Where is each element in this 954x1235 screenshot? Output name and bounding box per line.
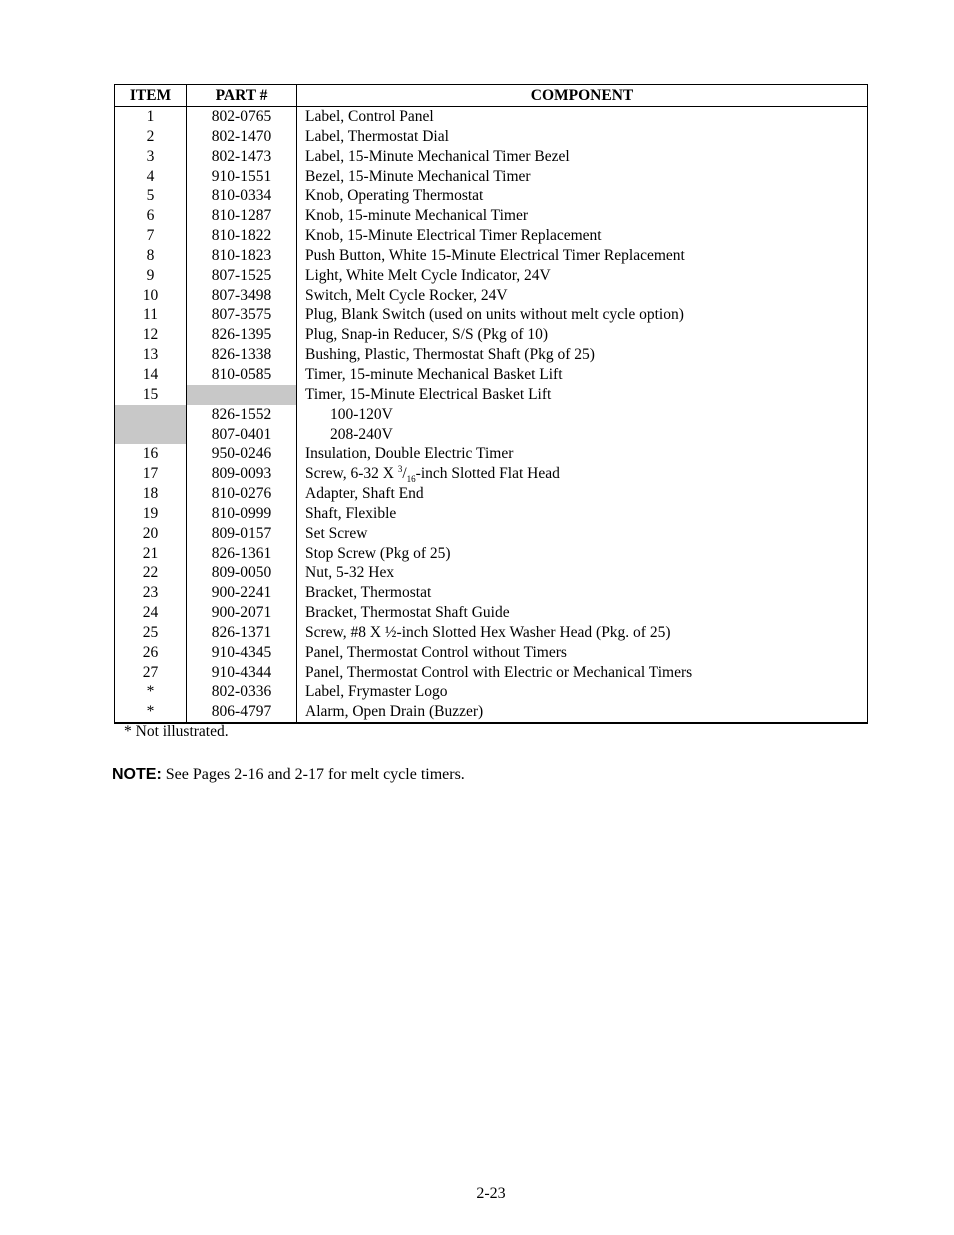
component-text-part: 16 xyxy=(406,474,416,485)
table-row xyxy=(115,682,868,702)
table-row xyxy=(115,544,868,564)
part-number-cell: 910-4345 xyxy=(187,643,297,663)
item-cell xyxy=(115,405,187,425)
table-row xyxy=(115,563,868,583)
table-row xyxy=(115,206,868,226)
note-label: NOTE: xyxy=(112,766,162,783)
component-cell: Knob, 15-minute Mechanical Timer xyxy=(297,206,868,226)
item-cell: 25 xyxy=(115,623,187,643)
part-number-cell: 809-0050 xyxy=(187,563,297,583)
item-cell: 1 xyxy=(115,107,187,127)
item-cell: 14 xyxy=(115,365,187,385)
item-cell: 5 xyxy=(115,186,187,206)
item-cell: 9 xyxy=(115,266,187,286)
table-row xyxy=(115,623,868,643)
part-number-cell: 910-1551 xyxy=(187,167,297,187)
part-number-cell: 950-0246 xyxy=(187,444,297,464)
part-number-cell: 826-1552 xyxy=(187,405,297,425)
table-row xyxy=(115,345,868,365)
table-row xyxy=(115,464,868,484)
component-cell: Stop Screw (Pkg of 25) xyxy=(297,544,868,564)
component-cell xyxy=(297,464,868,484)
component-cell: Set Screw xyxy=(297,524,868,544)
part-number-cell: 809-0157 xyxy=(187,524,297,544)
table-row xyxy=(115,365,868,385)
note xyxy=(112,766,465,784)
component-cell: Screw, #8 X ½-inch Slotted Hex Washer Head (Pkg. of 25) xyxy=(297,623,868,643)
item-cell: 23 xyxy=(115,583,187,603)
part-number-cell: 810-1823 xyxy=(187,246,297,266)
item-cell: 6 xyxy=(115,206,187,226)
part-number-cell: 900-2241 xyxy=(187,583,297,603)
table-row xyxy=(115,246,868,266)
item-cell: 4 xyxy=(115,167,187,187)
item-cell: 24 xyxy=(115,603,187,623)
item-cell: 3 xyxy=(115,147,187,167)
item-cell: * xyxy=(115,682,187,702)
header-part-number: PART # xyxy=(187,85,297,107)
component-cell: 208-240V xyxy=(297,425,868,445)
part-number-cell: 810-0334 xyxy=(187,186,297,206)
part-number-cell: 810-0999 xyxy=(187,504,297,524)
part-number-cell: 802-1470 xyxy=(187,127,297,147)
component-text-part: Screw, 6-32 X xyxy=(305,465,398,483)
item-cell: 2 xyxy=(115,127,187,147)
component-cell: Knob, Operating Thermostat xyxy=(297,186,868,206)
component-cell: Plug, Snap-in Reducer, S/S (Pkg of 10) xyxy=(297,325,868,345)
component-cell: Bezel, 15-Minute Mechanical Timer xyxy=(297,167,868,187)
header-item: ITEM xyxy=(115,85,187,107)
footnote: * Not illustrated. xyxy=(124,723,229,740)
component-cell: Label, Frymaster Logo xyxy=(297,682,868,702)
part-number-cell xyxy=(187,385,297,405)
part-number-cell: 900-2071 xyxy=(187,603,297,623)
part-number-cell: 802-1473 xyxy=(187,147,297,167)
table-row xyxy=(115,266,868,286)
component-cell: Panel, Thermostat Control without Timers xyxy=(297,643,868,663)
table-row xyxy=(115,702,868,723)
component-text-part: / xyxy=(402,465,407,483)
part-number-cell: 806-4797 xyxy=(187,702,297,723)
table-row xyxy=(115,603,868,623)
component-cell: Panel, Thermostat Control with Electric or Mechanical Timers xyxy=(297,663,868,683)
component-cell: Timer, 15-minute Mechanical Basket Lift xyxy=(297,365,868,385)
item-cell: 21 xyxy=(115,544,187,564)
item-cell: 13 xyxy=(115,345,187,365)
component-cell: Knob, 15-Minute Electrical Timer Replacement xyxy=(297,226,868,246)
table-row xyxy=(115,583,868,603)
header-component: COMPONENT xyxy=(297,85,868,107)
part-number-cell: 910-4344 xyxy=(187,663,297,683)
table-row xyxy=(115,663,868,683)
part-number-cell: 810-1287 xyxy=(187,206,297,226)
note-text: See Pages 2-16 and 2-17 for melt cycle timers. xyxy=(165,766,465,783)
component-cell: Insulation, Double Electric Timer xyxy=(297,444,868,464)
item-cell: 8 xyxy=(115,246,187,266)
part-number-cell: 810-1822 xyxy=(187,226,297,246)
item-cell: 18 xyxy=(115,484,187,504)
part-number-cell: 807-3498 xyxy=(187,286,297,306)
table-row xyxy=(115,524,868,544)
item-cell: 10 xyxy=(115,286,187,306)
table-row xyxy=(115,226,868,246)
item-cell: 7 xyxy=(115,226,187,246)
parts-table-body xyxy=(115,107,868,724)
part-number-cell: 802-0765 xyxy=(187,107,297,127)
component-cell: 100-120V xyxy=(297,405,868,425)
component-cell: Light, White Melt Cycle Indicator, 24V xyxy=(297,266,868,286)
part-number-cell: 826-1371 xyxy=(187,623,297,643)
component-cell: Label, Thermostat Dial xyxy=(297,127,868,147)
component-text-part: 3 xyxy=(397,464,403,475)
item-cell: 26 xyxy=(115,643,187,663)
part-number-cell: 807-0401 xyxy=(187,425,297,445)
part-number-cell: 807-1525 xyxy=(187,266,297,286)
item-cell: 20 xyxy=(115,524,187,544)
component-cell: Label, 15-Minute Mechanical Timer Bezel xyxy=(297,147,868,167)
table-row xyxy=(115,425,868,445)
item-cell: 17 xyxy=(115,464,187,484)
table-row xyxy=(115,484,868,504)
table-row xyxy=(115,147,868,167)
table-row xyxy=(115,643,868,663)
item-cell: 12 xyxy=(115,325,187,345)
component-cell: Bushing, Plastic, Thermostat Shaft (Pkg of 25) xyxy=(297,345,868,365)
table-row xyxy=(115,286,868,306)
item-cell: 16 xyxy=(115,444,187,464)
table-row xyxy=(115,405,868,425)
table-row xyxy=(115,305,868,325)
component-text-part: -inch Slotted Flat Head xyxy=(415,465,560,483)
table-row xyxy=(115,107,868,127)
part-number-cell: 809-0093 xyxy=(187,464,297,484)
item-cell: * xyxy=(115,702,187,723)
item-cell: 19 xyxy=(115,504,187,524)
component-cell: Nut, 5-32 Hex xyxy=(297,563,868,583)
table-row xyxy=(115,186,868,206)
item-cell xyxy=(115,425,187,445)
item-cell: 15 xyxy=(115,385,187,405)
component-cell: Bracket, Thermostat Shaft Guide xyxy=(297,603,868,623)
item-cell: 27 xyxy=(115,663,187,683)
parts-table xyxy=(114,84,868,724)
page-number: 2-23 xyxy=(476,1185,506,1202)
part-number-cell: 802-0336 xyxy=(187,682,297,702)
part-number-cell: 826-1395 xyxy=(187,325,297,345)
part-number-cell: 826-1361 xyxy=(187,544,297,564)
table-row xyxy=(115,167,868,187)
part-number-cell: 810-0276 xyxy=(187,484,297,504)
table-row xyxy=(115,504,868,524)
item-cell: 11 xyxy=(115,305,187,325)
component-cell: Adapter, Shaft End xyxy=(297,484,868,504)
component-cell: Bracket, Thermostat xyxy=(297,583,868,603)
table-row xyxy=(115,444,868,464)
component-cell: Push Button, White 15-Minute Electrical Timer Replacement xyxy=(297,246,868,266)
component-cell: Alarm, Open Drain (Buzzer) xyxy=(297,702,868,723)
table-row xyxy=(115,127,868,147)
part-number-cell: 826-1338 xyxy=(187,345,297,365)
item-cell: 22 xyxy=(115,563,187,583)
table-row xyxy=(115,385,868,405)
part-number-cell: 807-3575 xyxy=(187,305,297,325)
component-cell: Label, Control Panel xyxy=(297,107,868,127)
table-row xyxy=(115,325,868,345)
component-cell: Plug, Blank Switch (used on units without melt cycle option) xyxy=(297,305,868,325)
component-cell: Switch, Melt Cycle Rocker, 24V xyxy=(297,286,868,306)
component-cell: Timer, 15-Minute Electrical Basket Lift xyxy=(297,385,868,405)
part-number-cell: 810-0585 xyxy=(187,365,297,385)
table-header-row xyxy=(115,85,868,107)
component-cell: Shaft, Flexible xyxy=(297,504,868,524)
